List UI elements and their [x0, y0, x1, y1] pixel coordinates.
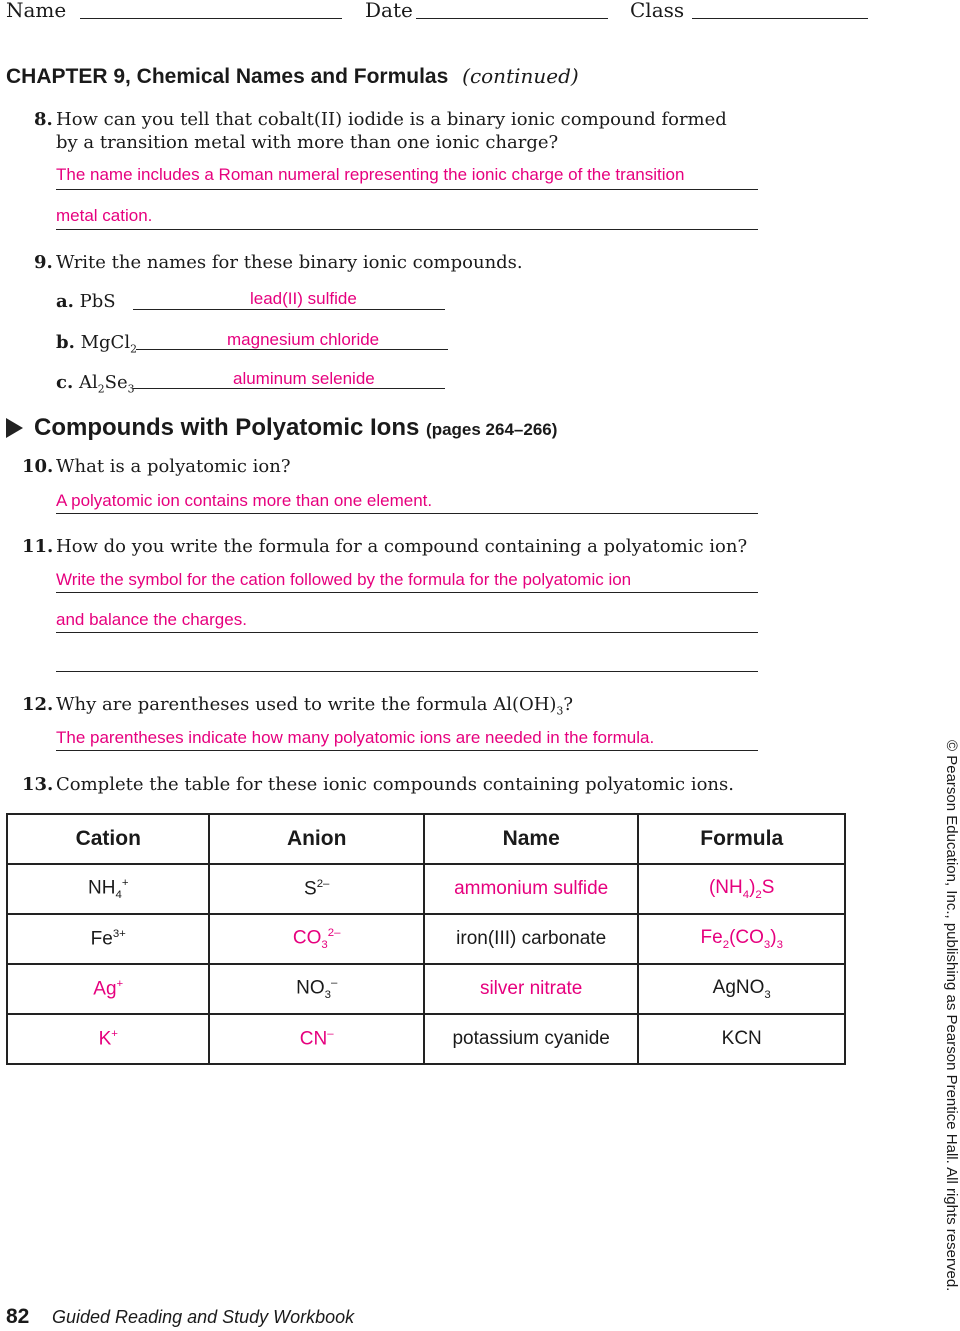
formula-cell: $(NH_4)_2S$ — [638, 864, 845, 914]
class-field[interactable] — [692, 18, 868, 19]
book-title: Guided Reading and Study Workbook — [52, 1307, 355, 1327]
q12-number: 12. — [22, 694, 54, 715]
cation-cell: K+ — [7, 1014, 209, 1064]
q8-text-line1: How can you tell that cobalt(II) iodide is a binary ionic compound formed — [56, 109, 727, 130]
table-header-row — [7, 814, 845, 864]
q9c-label: c. $Al_2Se_3$ — [56, 372, 135, 396]
q8-number: 8. — [34, 109, 53, 130]
q10-answer-rule — [56, 513, 758, 514]
q8-answer-line1: The name includes a Roman numeral representing the ionic charge of the transition — [56, 165, 685, 184]
page-number: 82 — [6, 1305, 30, 1328]
q12-answer: The parentheses indicate how many polyatomic ions are needed in the formula. — [56, 728, 655, 747]
section-arrow-icon — [6, 418, 23, 438]
date-field[interactable] — [416, 18, 608, 19]
q9a-answer: lead(II) sulfide — [250, 289, 357, 308]
column-header-formula: Formula — [638, 814, 845, 864]
q12-text: Why are parentheses used to write the formula $Al(OH)_3$? — [56, 694, 573, 718]
formula-cell: AgNO$_3$ — [638, 964, 845, 1014]
class-label: Class — [630, 0, 685, 22]
q13-text: Complete the table for these ionic compounds containing polyatomic ions. — [56, 774, 734, 795]
name-cell: iron(III) carbonate — [424, 914, 639, 964]
name-field[interactable] — [80, 18, 342, 19]
anion-cell: $S^{2-}$ — [209, 864, 423, 914]
name-cell: ammonium sulfide — [424, 864, 639, 914]
table-row — [7, 914, 845, 964]
q9-number: 9. — [34, 252, 53, 273]
anion-cell: $NO_3^-$ — [209, 964, 423, 1014]
column-header-name: Name — [424, 814, 639, 864]
q10-answer: A polyatomic ion contains more than one element. — [56, 491, 433, 510]
q8-answer-rule2 — [56, 229, 758, 230]
ionic-compounds-table — [6, 813, 846, 1065]
column-header-cation: Cation — [7, 814, 209, 864]
cation-cell: Ag+ — [7, 964, 209, 1014]
name-label: Name — [6, 0, 67, 22]
q9b-rule — [136, 349, 448, 350]
cation-cell: $Fe^{3+}$ — [7, 914, 209, 964]
q10-text: What is a polyatomic ion? — [56, 456, 291, 477]
column-header-anion: Anion — [209, 814, 423, 864]
q13-number: 13. — [22, 774, 54, 795]
table-row — [7, 864, 845, 914]
q9c-answer: aluminum selenide — [233, 369, 375, 388]
q11-answer-line1: Write the symbol for the cation followed by the formula for the polyatomic ion — [56, 570, 632, 589]
q9-text: Write the names for these binary ionic compounds. — [56, 252, 523, 273]
q12-answer-rule — [56, 750, 758, 751]
copyright-notice: © Pearson Education, Inc., publishing as Pearson Prentice Hall. All rights reserved. — [943, 740, 960, 1292]
q11-answer-rule1 — [56, 592, 758, 593]
q8-answer-rule1 — [56, 189, 758, 190]
q11-answer-rule2 — [56, 632, 758, 633]
q11-answer-rule3 — [56, 671, 758, 672]
anion-cell: $CO_3^{2-}$ — [209, 914, 423, 964]
q11-number: 11. — [22, 536, 54, 557]
formula-cell: $Fe_2(CO_3)_3$ — [638, 914, 845, 964]
q11-text: How do you write the formula for a compound containing a polyatomic ion? — [56, 536, 748, 557]
anion-cell: CN– — [209, 1014, 423, 1064]
q9a-label: a. PbS — [56, 291, 116, 312]
formula-cell: KCN — [638, 1014, 845, 1064]
q8-text-line2: by a transition metal with more than one ionic charge? — [56, 132, 559, 153]
q11-answer-line2: and balance the charges. — [56, 610, 247, 629]
cation-cell: $NH_4^+$ — [7, 864, 209, 914]
q9a-rule — [133, 309, 445, 310]
q9c-rule — [133, 388, 445, 389]
name-cell: silver nitrate — [424, 964, 639, 1014]
q10-number: 10. — [22, 456, 54, 477]
table-row — [7, 1014, 845, 1064]
section-title: Compounds with Polyatomic Ions (pages 264–266) — [34, 414, 558, 441]
q9b-answer: magnesium chloride — [227, 330, 380, 349]
name-cell: potassium cyanide — [424, 1014, 639, 1064]
q9b-label: b. MgCl$_2$ — [56, 332, 137, 356]
table-row — [7, 964, 845, 1014]
date-label: Date — [365, 0, 413, 22]
q8-answer-line2: metal cation. — [56, 206, 153, 225]
chapter-title: CHAPTER 9, Chemical Names and Formulas (continued) — [6, 64, 579, 88]
